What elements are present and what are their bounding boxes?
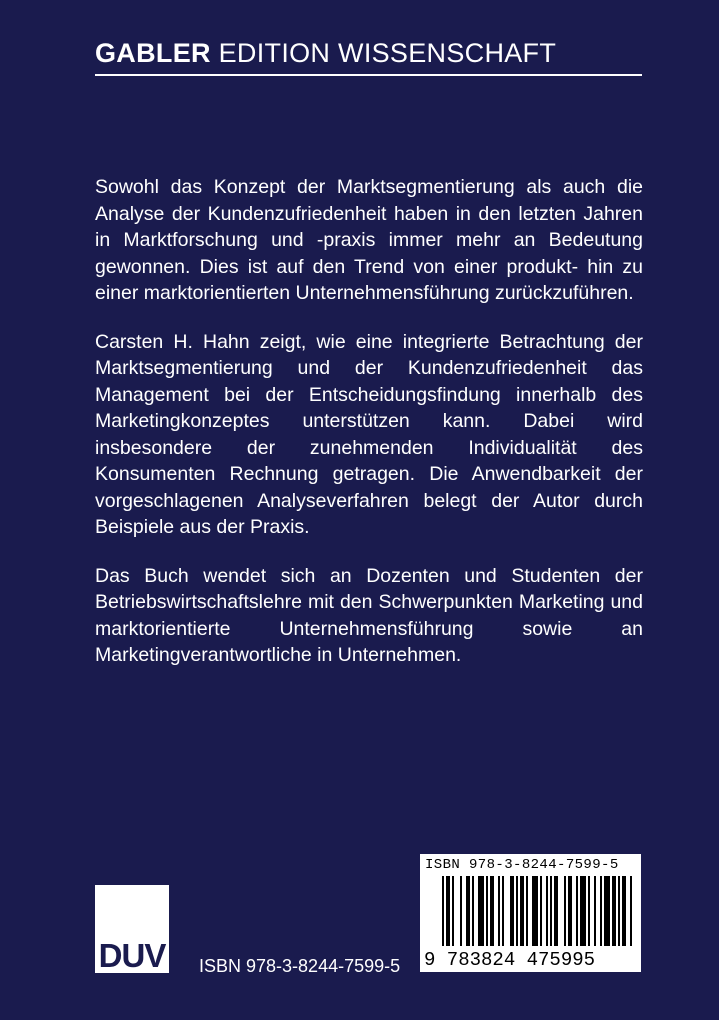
barcode-bar	[510, 876, 514, 946]
blurb-paragraph-1: Sowohl das Konzept der Marktsegmentierung als auch die Analyse der Kundenzufriedenheit haben in den letzten Jahren in Marktforschung und -praxis immer mehr an Bedeutung gewonnen. Dies ist auf den Trend von einer produkt- hin zu einer marktorientierten Unternehmensführung zurückzuführen.	[95, 176, 643, 304]
isbn-text: ISBN 978-3-8244-7599-5	[199, 956, 401, 976]
barcode-bar	[612, 876, 616, 946]
barcode-bar	[442, 876, 444, 946]
barcode-bar	[502, 876, 504, 946]
barcode-bar	[604, 876, 610, 946]
barcode-bar	[618, 876, 620, 946]
barcode	[420, 854, 641, 972]
barcode-bar	[554, 876, 558, 946]
barcode-bar	[588, 876, 590, 946]
barcode-bar	[532, 876, 538, 946]
barcode-bar	[516, 876, 518, 946]
barcode-bar	[540, 876, 542, 946]
series-title-publisher: GABLER	[95, 38, 211, 68]
barcode-bar	[594, 876, 596, 946]
duv-logo	[95, 885, 169, 975]
barcode-bar	[600, 876, 602, 946]
barcode-bar	[478, 876, 484, 946]
barcode-bar	[446, 876, 450, 946]
blurb-paragraph-3: Das Buch wendet sich an Dozenten und Studenten der Betriebswirtschaftslehre mit den Schwerpunkten Marketing und marktorientierte Unternehmensführung sowie an Marketingverantwortliche in Unternehmen.	[95, 564, 643, 666]
barcode-bar	[550, 876, 552, 946]
barcode-bar	[576, 876, 578, 946]
blurb-paragraph-2: Carsten H. Hahn zeigt, wie eine integrierte Betrachtung der Marktsegmentierung und der Kundenzufriedenheit das Management bei der Entscheidungsfindung innerhalb des Marketingkonzeptes unterstützen kann. Dabei wird insbesondere der zunehmenden Individualität des Konsumenten Rechnung getragen. Die Anwendbarkeit der vorgeschlagenen Analyseverfahren belegt der Autor durch Beispiele aus der Praxis.	[95, 330, 643, 538]
duv-logo-text: DUV	[95, 939, 169, 973]
barcode-bar	[498, 876, 500, 946]
barcode-bar	[520, 876, 524, 946]
barcode-bar	[526, 876, 528, 946]
barcode-bar	[472, 876, 474, 946]
barcode-bar	[490, 876, 494, 946]
series-title	[95, 38, 556, 69]
barcode-bar	[564, 876, 566, 946]
back-cover-blurb	[95, 174, 643, 691]
barcode-bar	[568, 876, 572, 946]
barcode-bar	[622, 876, 626, 946]
barcode-bar	[546, 876, 548, 946]
barcode-bar	[452, 876, 454, 946]
barcode-isbn-label: ISBN 978-3-8244-7599-5	[425, 857, 619, 873]
barcode-bar	[460, 876, 462, 946]
barcode-bar	[486, 876, 488, 946]
series-title-edition: EDITION WISSENSCHAFT	[218, 38, 557, 68]
barcode-digits: 9 783824 475995	[424, 949, 596, 971]
barcode-bar	[466, 876, 470, 946]
header-divider	[95, 74, 642, 76]
barcode-bar	[580, 876, 586, 946]
duv-logo-block	[95, 885, 169, 943]
barcode-bar	[630, 876, 632, 946]
